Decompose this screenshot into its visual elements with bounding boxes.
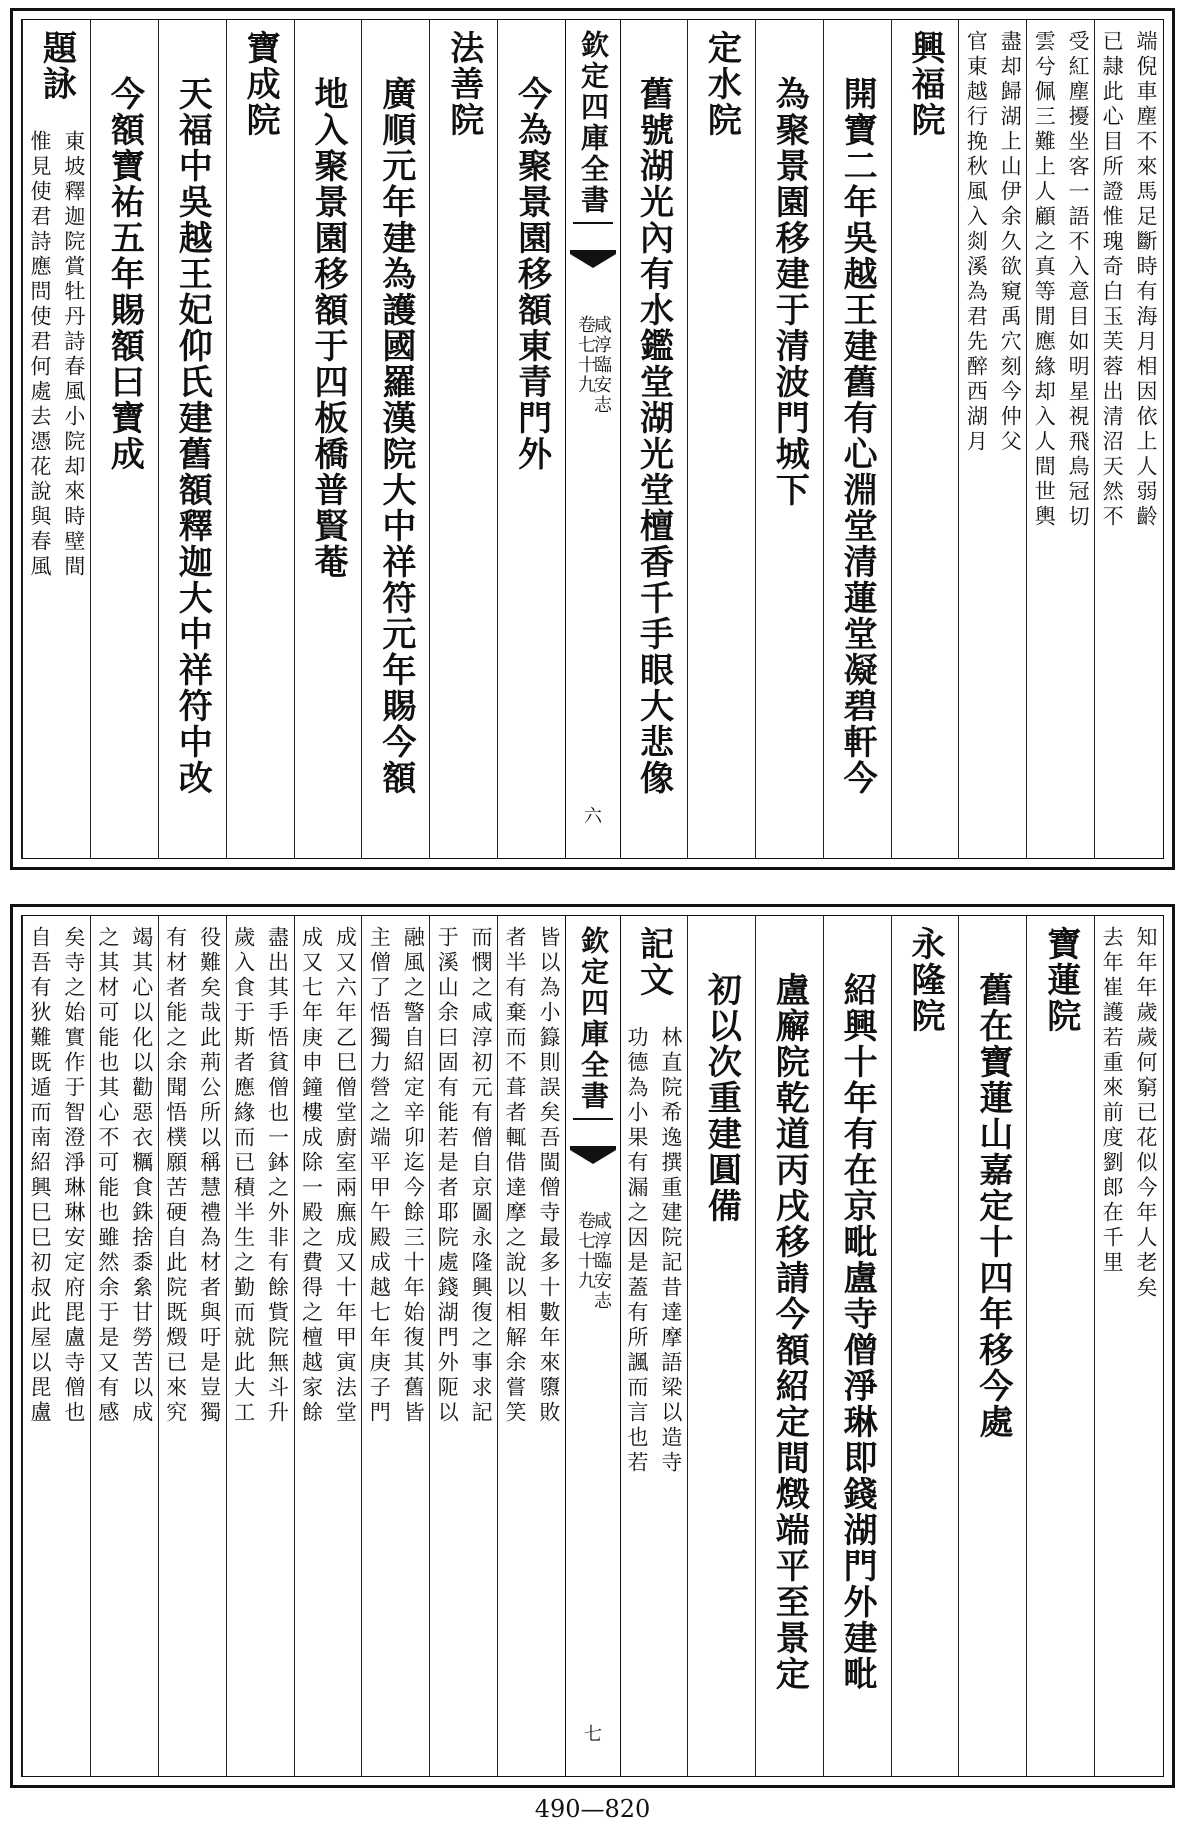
annotation-line: 去年崔護若重來前度劉郎在千里 bbox=[1100, 926, 1125, 1276]
annotation-pair bbox=[91, 926, 159, 1766]
leaf-number: 七 bbox=[584, 1724, 602, 1745]
annotation-line: 已隷此心目所證惟瑰奇白玉芙蓉出清沼天然不 bbox=[1100, 30, 1125, 530]
annotation-pair bbox=[498, 926, 566, 1766]
annotation-line: 東坡釋迦院賞牡丹詩春風小院却來時壁間 bbox=[61, 130, 86, 580]
annotation-pair bbox=[227, 926, 295, 1766]
annotation-line: 知年年歲歲何窮已花似今年人老矣 bbox=[1134, 926, 1159, 1301]
center-margin-column bbox=[565, 916, 621, 1776]
text-column bbox=[687, 916, 756, 1776]
annotation-line: 功德為小果有漏之因是蓋有所諷而言也若 bbox=[624, 1026, 649, 1476]
lower-page bbox=[10, 904, 1175, 1788]
fish-tail-mark-icon bbox=[570, 1146, 616, 1168]
book-title: 欽定四庫全書 bbox=[573, 926, 613, 1120]
main-text: 地入聚景園移額于四板橋普賢菴 bbox=[307, 76, 348, 580]
text-column bbox=[497, 20, 566, 858]
section-heading: 定水院 bbox=[701, 30, 742, 138]
text-column bbox=[823, 20, 892, 858]
text-column bbox=[22, 916, 91, 1776]
section-heading: 寶蓮院 bbox=[1040, 926, 1081, 1034]
text-column bbox=[958, 916, 1027, 1776]
section-heading: 永隆院 bbox=[904, 926, 945, 1034]
annotation-line: 而憫之咸淳初元有僧自京圖永隆興復之事求記 bbox=[469, 926, 494, 1426]
text-column bbox=[429, 916, 498, 1776]
section-heading: 法善院 bbox=[443, 30, 484, 138]
text-column bbox=[22, 20, 91, 858]
main-text: 天福中吳越王妃仰氏建舊額釋迦大中祥符中改 bbox=[172, 76, 213, 796]
annotation-pair bbox=[23, 130, 91, 848]
annotation-line: 成又六年乙巳僧堂廚室兩廡成又十年甲寅法堂 bbox=[333, 926, 358, 1426]
annotation-pair bbox=[620, 1026, 688, 1766]
annotation-pair bbox=[1027, 30, 1095, 848]
annotation-pair bbox=[959, 30, 1027, 848]
annotation-line: 端倪車塵不來馬足斷時有海月相因依上人弱齡 bbox=[1134, 30, 1159, 530]
text-column bbox=[619, 20, 688, 858]
section-heading: 寶成院 bbox=[240, 30, 281, 138]
main-text: 盧廨院乾道丙戌移請今額紹定間燬端平至景定 bbox=[769, 972, 810, 1692]
main-text: 舊在寶蓮山嘉定十四年移今處 bbox=[972, 972, 1013, 1440]
text-column bbox=[429, 20, 498, 858]
center-margin-column bbox=[565, 20, 621, 858]
text-column bbox=[361, 20, 430, 858]
annotation-line: 之其材可能也其心不可能也雖然余于是又有感 bbox=[95, 926, 120, 1426]
text-column bbox=[1026, 20, 1095, 858]
annotation-pair bbox=[1095, 926, 1163, 1766]
text-column bbox=[294, 916, 363, 1776]
upper-page-frame bbox=[21, 19, 1164, 859]
main-text: 舊號湖光內有水鑑堂湖光堂檀香千手眼大悲像 bbox=[633, 76, 674, 796]
section-heading: 記文 bbox=[633, 926, 674, 998]
main-text: 為聚景園移建于清波門城下 bbox=[769, 76, 810, 508]
main-text: 初以次重建圓備 bbox=[701, 972, 742, 1224]
text-column bbox=[891, 916, 960, 1776]
text-column bbox=[294, 20, 363, 858]
volume-number: 卷七十九 bbox=[575, 1211, 596, 1291]
annotation-pair bbox=[1095, 30, 1163, 848]
annotation-pair bbox=[295, 926, 363, 1766]
fish-tail-mark-icon bbox=[570, 250, 616, 272]
annotation-pair bbox=[430, 926, 498, 1766]
text-column bbox=[226, 20, 295, 858]
book-title: 欽定四庫全書 bbox=[573, 30, 613, 224]
annotation-line: 主僧了悟獨力營之端平甲午殿成越七年庚子門 bbox=[367, 926, 392, 1426]
annotation-pair bbox=[23, 926, 91, 1766]
main-text: 今額寶祐五年賜額曰寶成 bbox=[104, 76, 145, 472]
annotation-line: 有材者能之余聞悟樸願苦硬自此院既燬已來究 bbox=[163, 926, 188, 1426]
text-column bbox=[361, 916, 430, 1776]
annotation-line: 盡却歸湖上山伊余久欲窺禹穴刻今仲父 bbox=[998, 30, 1023, 455]
annotation-line: 歲入食于斯者應緣而已積半生之勤而就此大工 bbox=[231, 926, 256, 1426]
gazetteer-title: 咸淳臨安志 bbox=[591, 1211, 612, 1311]
text-column bbox=[158, 916, 227, 1776]
annotation-line: 官東越行挽秋風入剡溪為君先醉西湖月 bbox=[964, 30, 989, 455]
text-column bbox=[497, 916, 566, 1776]
text-column bbox=[891, 20, 960, 858]
annotation-line: 皆以為小籙則誤矣吾閩僧寺最多十數年來隳敗 bbox=[537, 926, 562, 1426]
page-number-footer: 490—820 bbox=[534, 1795, 651, 1823]
annotation-line: 林直院希逸撰重建院記昔達摩語梁以造寺 bbox=[658, 1026, 683, 1476]
annotation-line: 成又七年庚申鐘樓成除一殿之費得之檀越家餘 bbox=[299, 926, 324, 1426]
text-column bbox=[158, 20, 227, 858]
text-column bbox=[755, 916, 824, 1776]
annotation-line: 者半有棄而不葺者輒借達摩之說以相解余嘗笑 bbox=[503, 926, 528, 1426]
annotation-line: 雲兮佩三難上人顧之真等閒應緣却入人間世輿 bbox=[1032, 30, 1057, 530]
section-heading: 題詠 bbox=[36, 30, 77, 102]
annotation-line: 自吾有狄難既遁而南紹興巳巳初叔此屋以毘盧 bbox=[27, 926, 52, 1426]
text-column bbox=[1026, 916, 1095, 1776]
annotation-line: 盡出其手悟貧僧也一鉢之外非有餘貲院無斗升 bbox=[265, 926, 290, 1426]
text-column bbox=[619, 916, 688, 1776]
annotation-line: 融風之警自紹定辛卯迄今餘三十年始復其舊皆 bbox=[401, 926, 426, 1426]
text-column bbox=[90, 916, 159, 1776]
text-column bbox=[90, 20, 159, 858]
volume-number: 卷七十九 bbox=[575, 315, 596, 395]
annotation-pair bbox=[159, 926, 227, 1766]
leaf-number: 六 bbox=[584, 806, 602, 827]
text-column bbox=[755, 20, 824, 858]
text-column bbox=[1094, 20, 1163, 858]
annotation-line: 受紅塵擾坐客一語不入意目如明星視飛鳥冠切 bbox=[1066, 30, 1091, 530]
main-text: 開寶二年吳越王建舊有心淵堂清蓮堂凝碧軒今 bbox=[837, 76, 878, 796]
annotation-line: 于溪山余曰固有能若是者耶院處錢湖門外阨以 bbox=[435, 926, 460, 1426]
annotation-line: 惟見使君詩應問使君何處去憑花說與春風 bbox=[27, 130, 52, 580]
text-column bbox=[958, 20, 1027, 858]
annotation-line: 役難矣哉此荊公所以稱慧禮為材者與吁是豈獨 bbox=[197, 926, 222, 1426]
annotation-line: 竭其心以化以勸惡衣糲食銖捨黍絫甘勞苦以成 bbox=[129, 926, 154, 1426]
annotation-line: 矣寺之始實作于智澄淨琳琳安定府毘盧寺僧也 bbox=[61, 926, 86, 1426]
lower-page-frame bbox=[21, 915, 1164, 1777]
section-heading: 興福院 bbox=[904, 30, 945, 138]
text-column bbox=[1094, 916, 1163, 1776]
annotation-pair bbox=[362, 926, 430, 1766]
main-text: 紹興十年有在京毗盧寺僧淨琳即錢湖門外建毗 bbox=[837, 972, 878, 1692]
text-column bbox=[687, 20, 756, 858]
text-column bbox=[823, 916, 892, 1776]
main-text: 今為聚景園移額東青門外 bbox=[511, 76, 552, 472]
upper-page bbox=[10, 8, 1175, 870]
gazetteer-title: 咸淳臨安志 bbox=[591, 315, 612, 415]
text-column bbox=[226, 916, 295, 1776]
main-text: 廣順元年建為護國羅漢院大中祥符元年賜今額 bbox=[375, 76, 416, 796]
